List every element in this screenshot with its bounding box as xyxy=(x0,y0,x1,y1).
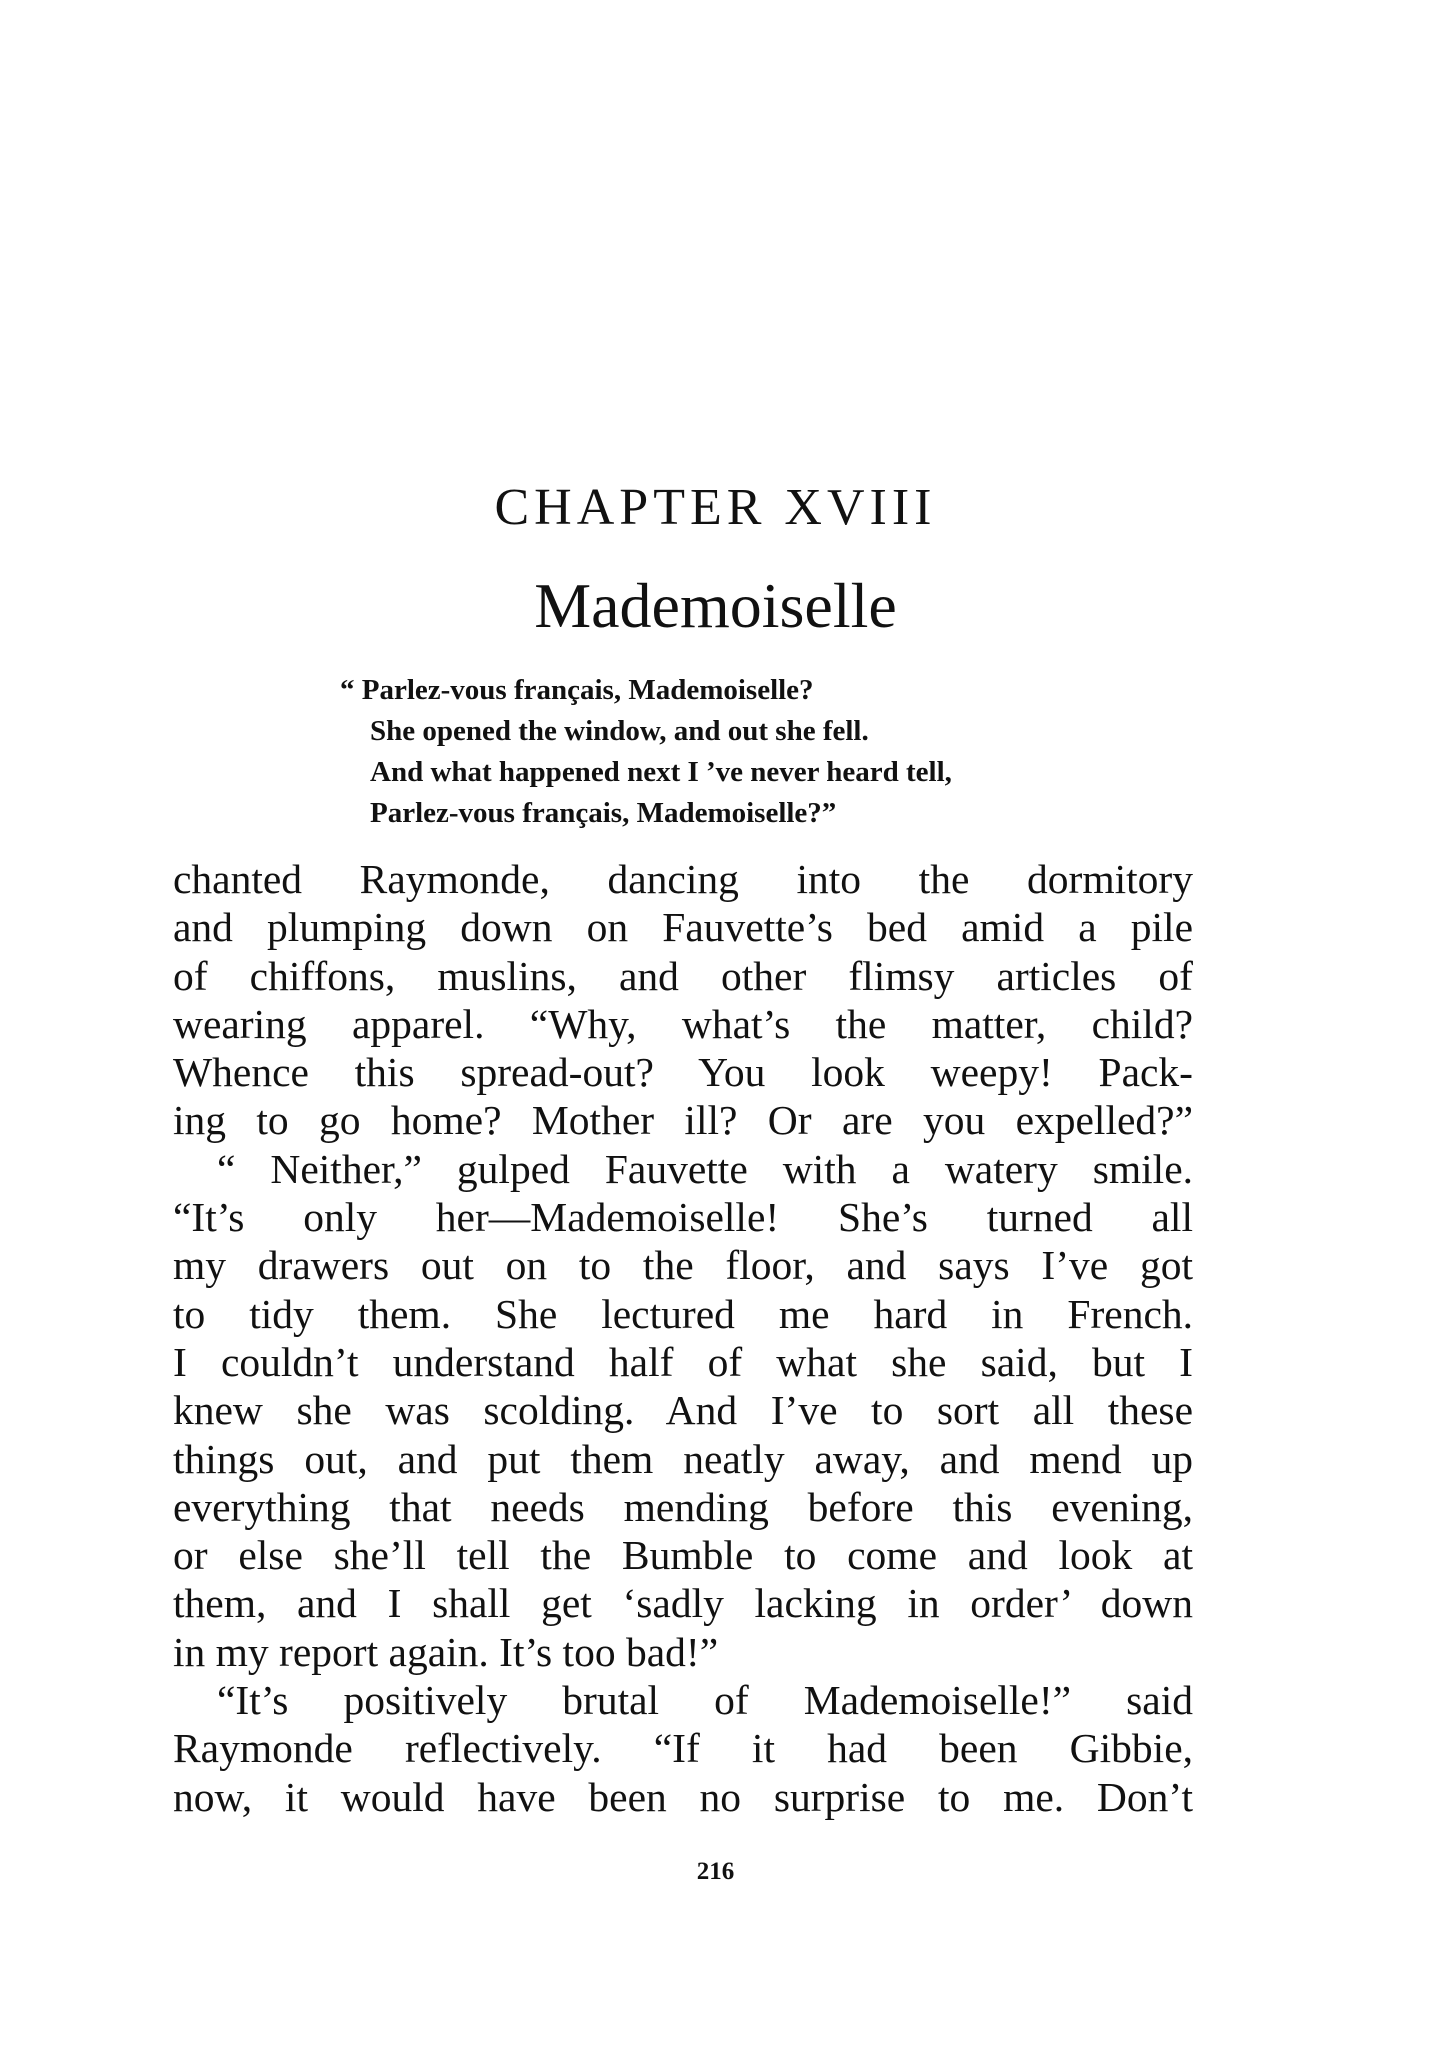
text-line: I couldn’t understand half of what she said, but I xyxy=(173,1338,1193,1385)
text-line: them, and I shall get ‘sadly lacking in order’ down xyxy=(173,1580,1193,1627)
text-line: “ Neither,” gulped Fauvette with a watery smile. xyxy=(217,1145,1193,1192)
chapter-title: Mademoiselle xyxy=(534,570,897,641)
text-line: now, it would have been no surprise to me. Don’t xyxy=(173,1773,1193,1820)
text-line: and plumping down on Fauvette’s bed amid a pile xyxy=(173,904,1193,951)
text-line: knew she was scolding. And I’ve to sort all these xyxy=(173,1387,1193,1434)
text-line: to tidy them. She lectured me hard in French. xyxy=(173,1290,1193,1337)
chapter-heading: CHAPTER XVIII xyxy=(494,479,937,536)
epigraph xyxy=(340,670,1120,834)
epigraph-line: “ Parlez-vous français, Mademoiselle? xyxy=(340,674,814,706)
page-number: 216 xyxy=(696,1858,735,1885)
text-line: Whence this spread-out? You look weepy! Pack- xyxy=(173,1049,1193,1096)
text-line: of chiffons, muslins, and other flimsy articles of xyxy=(173,952,1193,999)
text-line: wearing apparel. “Why, what’s the matter, child? xyxy=(173,1000,1193,1047)
text-line: my drawers out on to the floor, and says I’ve got xyxy=(173,1242,1193,1289)
epigraph-line: Parlez-vous français, Mademoiselle?” xyxy=(370,797,837,829)
epigraph-line: She opened the window, and out she fell. xyxy=(370,715,869,747)
text-line: everything that needs mending before this evening, xyxy=(173,1483,1193,1530)
text-line: in my report again. It’s too bad!” xyxy=(173,1628,719,1675)
text-line: ing to go home? Mother ill? Or are you expelled?” xyxy=(173,1097,1193,1144)
text-line: or else she’ll tell the Bumble to come and look at xyxy=(173,1532,1193,1579)
text-line: “It’s positively brutal of Mademoiselle!” said xyxy=(217,1677,1193,1724)
epigraph-line: And what happened next I ’ve never heard tell, xyxy=(370,756,952,788)
body-text xyxy=(173,855,1193,1821)
text-line: “It’s only her—Mademoiselle! She’s turned all xyxy=(173,1194,1193,1241)
text-line: Raymonde reflectively. “If it had been Gibbie, xyxy=(173,1725,1193,1772)
text-line: chanted Raymonde, dancing into the dormitory xyxy=(173,856,1193,902)
text-line: things out, and put them neatly away, and mend up xyxy=(173,1435,1193,1482)
